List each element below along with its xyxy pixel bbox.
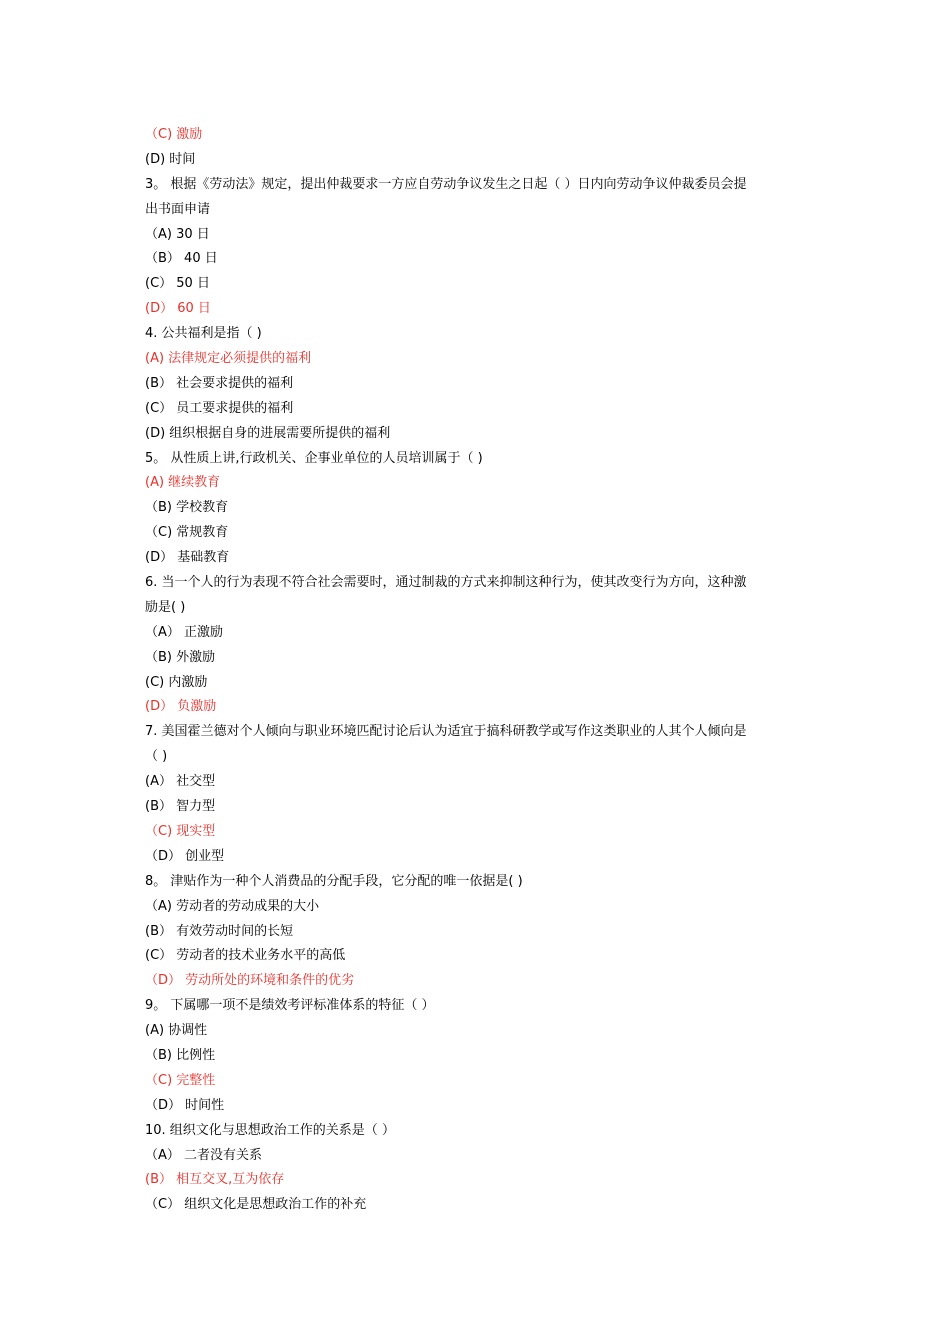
line-1: （C) 激励 (145, 127, 203, 142)
line-21: （A） 正激励 (145, 624, 224, 640)
line-13: (D) 组织根据自身的进展需要所提供的福利 (145, 425, 391, 441)
line-7: (C） 50 日 (145, 276, 210, 292)
line-30: （D） 创业型 (145, 848, 225, 864)
line-33: (B） 有效劳动时间的长短 (145, 923, 294, 939)
line-22: （B) 外激励 (145, 649, 216, 665)
line-29: （C) 现实型 (145, 823, 216, 839)
line-32: （A) 劳动者的劳动成果的大小 (145, 898, 320, 914)
line-26: （ ) (145, 749, 168, 765)
line-38: （B) 比例性 (145, 1047, 216, 1063)
line-37: (A) 协调性 (145, 1023, 208, 1039)
line-27: (A） 社交型 (145, 774, 216, 790)
line-8: (D） 60 日 (145, 301, 211, 317)
line-6: （B） 40 日 (145, 251, 218, 267)
line-39: （C) 完整性 (145, 1072, 216, 1088)
line-11: (B） 社会要求提供的福利 (145, 375, 294, 391)
line-40: （D） 时间性 (145, 1097, 225, 1113)
line-20: 励是( ) (145, 599, 186, 615)
line-36: 9。 下属哪一项不是绩效考评标准体系的特征（ ） (145, 998, 435, 1014)
line-14: 5。 从性质上讲,行政机关、企事业单位的人员培训属于（ ) (145, 450, 483, 466)
line-2: (D) 时间 (145, 151, 196, 167)
line-43: (B） 相互交叉,互为依存 (145, 1172, 285, 1188)
line-31: 8。 津贴作为一种个人消费品的分配手段，它分配的唯一依据是( ) (145, 873, 523, 889)
line-18: (D） 基础教育 (145, 550, 230, 566)
line-5: （A) 30 日 (145, 226, 210, 242)
document-page (145, 123, 815, 1218)
line-15: (A) 继续教育 (145, 475, 221, 491)
line-28: (B） 智力型 (145, 799, 216, 815)
line-24: (D） 负激励 (145, 699, 217, 715)
line-19: 6. 当一个人的行为表现不符合社会需要时，通过制裁的方式来抑制这种行为，使其改变行为方向，这种激 (145, 575, 747, 591)
line-17: （C) 常规教育 (145, 525, 229, 541)
line-12: (C） 员工要求提供的福利 (145, 400, 294, 416)
line-16: （B) 学校教育 (145, 500, 229, 516)
line-44: （C） 组织文化是思想政治工作的补充 (145, 1197, 367, 1213)
line-42: （A） 二者没有关系 (145, 1147, 263, 1163)
line-3: 3。 根据《劳动法》规定，提出仲裁要求一方应自劳动争议发生之日起（ ）日内向劳动争议仲裁委员会提 (145, 176, 747, 192)
line-23: (C) 内激励 (145, 674, 208, 690)
line-4: 出书面申请 (145, 201, 211, 217)
line-10: (A) 法律规定必须提供的福利 (145, 351, 312, 367)
line-34: (C） 劳动者的技术业务水平的高低 (145, 948, 346, 964)
line-25: 7. 美国霍兰德对个人倾向与职业环境匹配讨论后认为适宜于搞科研教学或写作这类职业的人其个人倾向是 (145, 724, 747, 740)
line-35: （D） 劳动所处的环境和条件的优劣 (145, 973, 355, 989)
line-41: 10. 组织文化与思想政治工作的关系是（ ） (145, 1122, 395, 1138)
line-9: 4. 公共福利是指（ ) (145, 326, 262, 342)
